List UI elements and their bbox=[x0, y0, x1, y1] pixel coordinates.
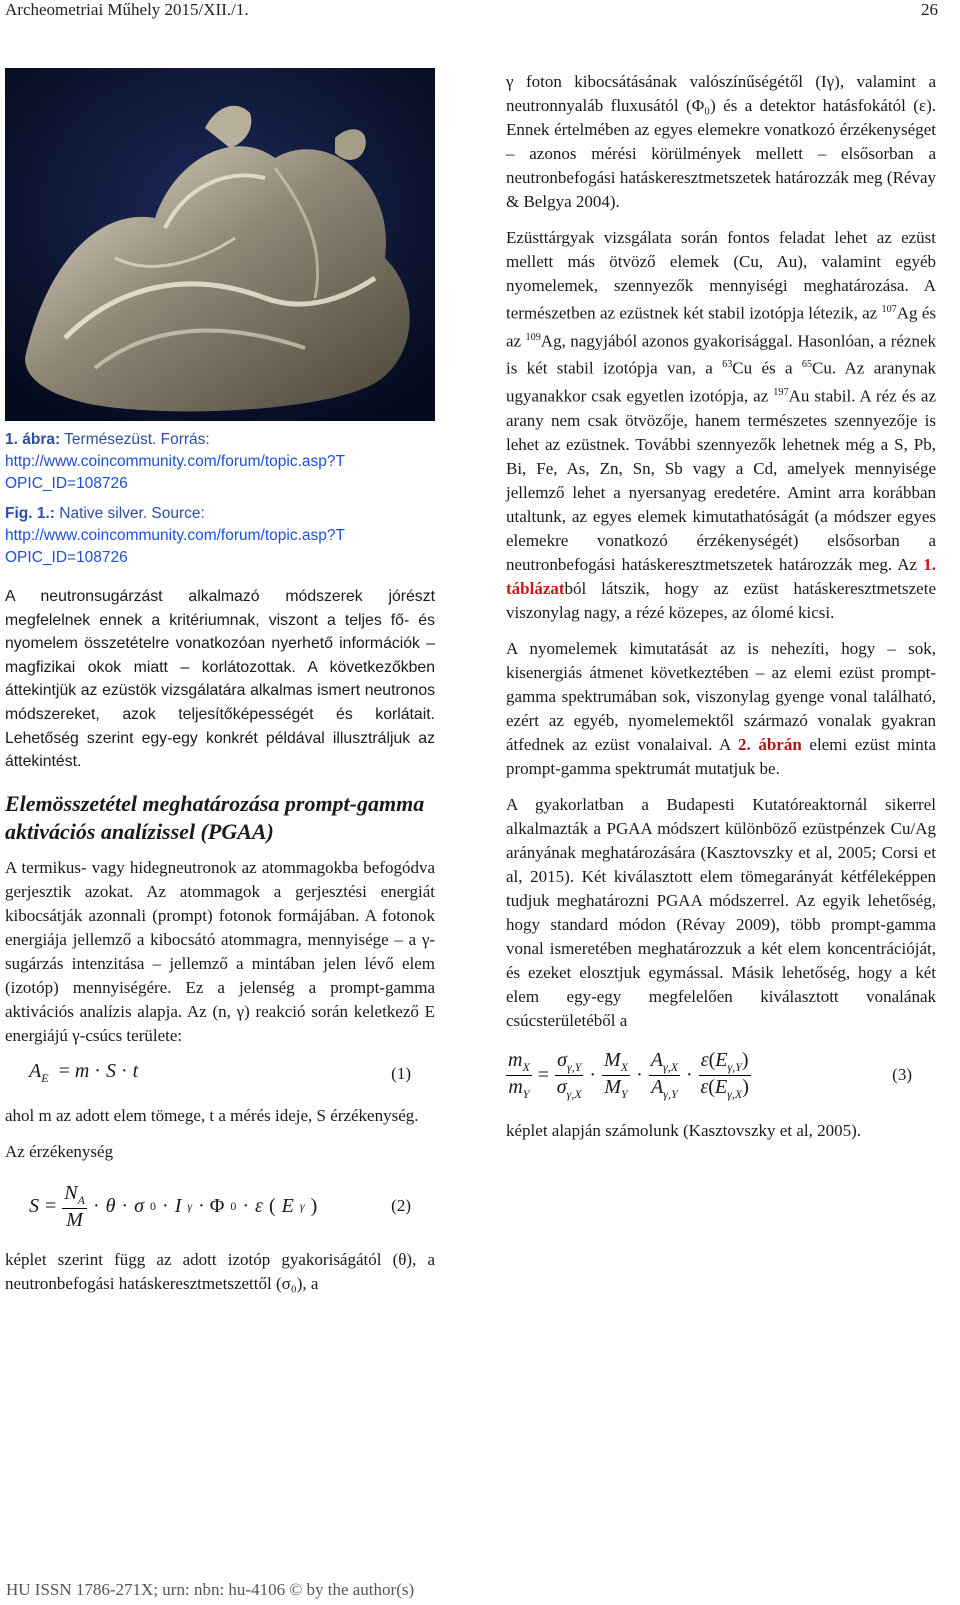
figure-reference[interactable]: 2. ábrán bbox=[737, 734, 802, 754]
journal-header: Archeometriai Műhely 2015/XII./1. bbox=[5, 0, 249, 19]
footer-issn: HU ISSN 1786-271X; urn: nbn: hu-4106 © by the author(s) bbox=[6, 1580, 415, 1599]
right-column bbox=[506, 70, 936, 1143]
page-number: 26 bbox=[921, 0, 938, 19]
caption-hu-text: Termésezüst. Forrás: bbox=[60, 431, 210, 448]
table-reference[interactable]: 1. táblázat bbox=[506, 554, 936, 598]
right-paragraph-5: képlet alapján számolunk (Kasztovszky et al, 2005). bbox=[506, 1120, 861, 1140]
left-column bbox=[5, 68, 435, 1296]
equation-2: S = $\frac{N_A}{M}$ · θ · σ 0 · I γ · Φ 0 · ε ( E γ ) (2) bbox=[29, 1181, 411, 1231]
section-heading: Elemösszetétel meghatározása prompt-gamma aktivációs analízissel (PGAA) bbox=[5, 790, 425, 844]
left-paragraph-1: A neutronsugárzást alkalmazó módszerek jórészt megfelelnek ennek a kritériumnak, viszont a teljes fő- és nyomelem összetételre vonatkozóan nyerhető információk – magfizikai okok miatt – korlátozottak. A következőkben áttekintjük az ezüstök vizsgálatára alkalmas ismert neutronos módszereket, azok teljesítőképességét és korlátait. Lehetőség szerint egy-egy konkrét példával illusztráljuk az áttekintést. bbox=[5, 588, 435, 771]
right-paragraph-2: Ezüsttárgyak vizsgálata során fontos feladat lehet az ezüst mellett más ötvöző elemek (Cu, Au), valamint egyéb nyomelemek, szennyezők mennyiségi meghatározása. A természetben az ezüstnek két stabil izotópja létezik, az $^{107}$Ag és az $^{109}$Ag, nagyjából azonos gyakorisággal. Hasonlóan, a réznek is két stabil izotópja van, a $^{63}$Cu és a $^{65}$Cu. Az aranynak ugyanakkor csak egyetlen izotópja, az $^{197}$Au stabil. A réz és az arany nem csak ötvözője, hanem természetes szennyezője is lehet az ezüstnek. További szennyezők lehetnek még a S, Pb, Bi, Fe, As, Zn, Sn, Sb vagy a Cd, amelyek mennyisége jellemző lehet a nyersanyag eredetére. Amint arra korábban utaltunk, az egyes elemek kimutathatóságát (a módszer egyes elemekre vonatkozó érzékenységét) elsősorban a neutronbefogási hatáskeresztmetszetek határozzák meg. Az 1. táblázatból látszik, hogy az ezüst hatáskeresztmetszete viszonylag nagy, a rézé közepes, az ólomé kicsi. bbox=[506, 228, 936, 622]
equation-2-number: (2) bbox=[391, 1195, 411, 1215]
caption-en-text: Native silver. Source: bbox=[54, 505, 205, 522]
equation-1: $A_E = m \cdot S \cdot t$ (1) bbox=[29, 1059, 411, 1085]
caption-en-url-line1[interactable]: http://www.coincommunity.com/forum/topic.asp?T bbox=[5, 527, 345, 544]
native-silver-photo bbox=[5, 68, 435, 421]
caption-en-label: Fig. 1.: bbox=[5, 505, 55, 522]
left-paragraph-5: képlet szerint függ az adott izotóp gyakoriságától (θ), a neutronbefogási hatáskeresztmetszettől (σ₀), a bbox=[5, 1249, 435, 1293]
left-paragraph-3: ahol m az adott elem tömege, t a mérés ideje, S érzékenység. bbox=[5, 1105, 419, 1125]
figure-caption-hu bbox=[5, 429, 435, 495]
right-paragraph-3: A nyomelemek kimutatását az is nehezíti, hogy – sok, kisenergiás átmenet következtében – az elemi ezüst prompt-gamma spektrumában sok, viszonylag gyenge vonal található, ezért az egyéb, nyomelemektől származó vonalak gyakran átfednek az ezüst vonalaival. A 2. ábrán elemi ezüst minta prompt-gamma spektrumát mutatjuk be. bbox=[506, 638, 936, 778]
left-paragraph-2: A termikus- vagy hidegneutronok az atommagokba befogódva gerjesztik azokat. Az atommagok a gerjesztési energiát kibocsátják azonnali (prompt) fotonok formájában. A fotonok energiája jellemző a kibocsátó atommagra, mennyisége – a γ-sugárzás intenzitása – jellemző a mintában jelen lévő elem (izotóp) mennyiségére. Ez a jelenség a prompt-gamma aktivációs analízis alapja. Az (n, γ) reakció során keletkező E energiájú γ-csúcs területe: bbox=[5, 857, 435, 1045]
equation-1-number: (1) bbox=[391, 1063, 411, 1083]
right-paragraph-1: γ foton kibocsátásának valószínűségétől (Iγ), valamint a neutronnyaláb fluxusától (Φ₀) és a detektor hatásfokától (ε). Ennek értelmében az egyes elemekre vonatkozó érzékenységet – azonos mérési körülmények mellett – elsősorban a neutronbefogási hatáskeresztmetszetek határozzák meg (Révay & Belgya 2004). bbox=[506, 72, 936, 211]
left-paragraph-4: Az érzékenység bbox=[5, 1141, 114, 1161]
caption-hu-url-line2[interactable]: OPIC_ID=108726 bbox=[5, 475, 128, 492]
caption-hu-url-line1[interactable]: http://www.coincommunity.com/forum/topic.asp?T bbox=[5, 453, 345, 470]
caption-en-url-line2[interactable]: OPIC_ID=108726 bbox=[5, 549, 128, 566]
equation-3: $\frac{m_X}{m_Y}$ = $\frac{\sigma_{\gamma,Y}}{\sigma_{\gamma,X}}$ · $\frac{M_X}{M_Y}$ · $\frac{A_{\gamma,X}}{A_{\gamma,Y}}$ · $\frac{\varepsilon(E_{\gamma,Y})}{\varepsilon(E_{\gamma,X})}$ (3) bbox=[508, 1048, 912, 1101]
right-paragraph-4: A gyakorlatban a Budapesti Kutatóreaktornál sikerrel alkalmazták a PGAA módszert különböző ezüstpénzek Cu/Ag arányának meghatározására (Kasztovszky et al, 2005; Corsi et al, 2015). Két kiválasztott elem tömegarányát kétféleképpen tudjuk meghatározni PGAA módszerrel. Az egyik lehetőség, hogy standard módon (Révay 2009), több prompt-gamma vonal ismeretében meghatározzuk a két elem koncentrációját, és ezeket elosztjuk egymással. Másik lehetőség, hogy a két elem egy-egy megfelelően kiválasztott vonalának csúcsterületéből a bbox=[506, 794, 936, 1030]
caption-hu-label: 1. ábra: bbox=[5, 431, 61, 448]
equation-3-number: (3) bbox=[892, 1064, 912, 1084]
silver-specimen-image bbox=[5, 68, 435, 421]
figure-caption-en bbox=[5, 503, 435, 569]
